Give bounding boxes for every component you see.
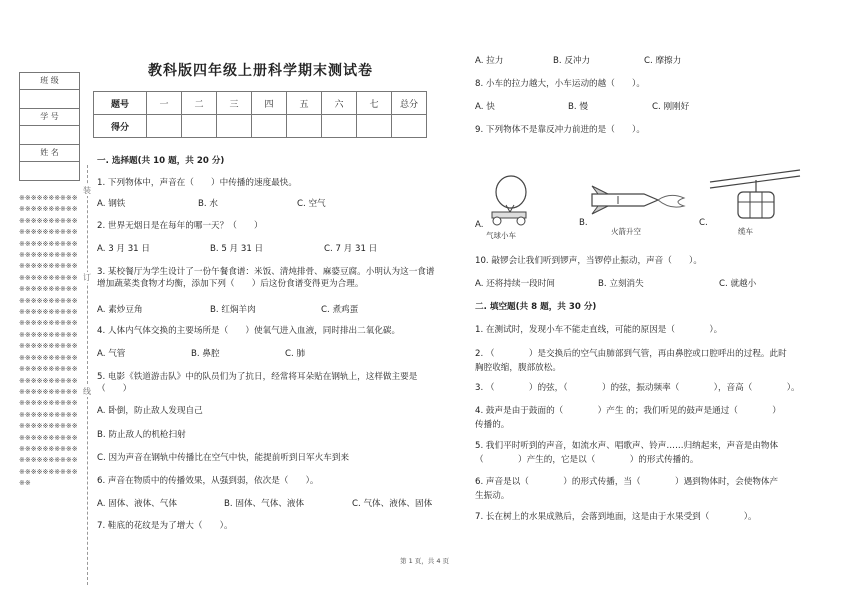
q3-option-b[interactable]: B. 红焖羊肉 xyxy=(210,305,256,315)
q8-option-a[interactable]: A. 快 xyxy=(475,102,495,112)
q9-option-b[interactable]: B. xyxy=(579,218,588,228)
q1-option-c[interactable]: C. 空气 xyxy=(297,199,326,209)
q5-option-a[interactable]: A. 卧倒，防止敌人发现自己 xyxy=(97,406,203,416)
q10-option-c[interactable]: C. 就越小 xyxy=(719,279,757,289)
score-cell: 四 xyxy=(252,92,287,115)
score-entry[interactable] xyxy=(252,115,287,138)
q9-caption-a: 气球小车 xyxy=(486,231,516,240)
score-entry[interactable] xyxy=(182,115,217,138)
q6-option-a[interactable]: A. 固体、液体、气体 xyxy=(97,499,177,509)
q7-option-c[interactable]: C. 摩擦力 xyxy=(644,56,682,66)
q10-option-b[interactable]: B. 立刻消失 xyxy=(598,279,644,289)
name-field[interactable] xyxy=(20,162,79,180)
rocket-illustration xyxy=(588,180,688,220)
q9-option-a[interactable]: A. xyxy=(475,220,484,230)
fill-question-5-line1: 5. 我们平时听到的声音，如流水声、唱歌声、铃声……归纳起来，声音是由物体 xyxy=(475,441,779,451)
score-entry[interactable] xyxy=(392,115,427,138)
score-cell: 总分 xyxy=(392,92,427,115)
q9-caption-c: 缆车 xyxy=(738,227,753,236)
score-cell: 七 xyxy=(357,92,392,115)
page-title: 教科版四年级上册科学期末测试卷 xyxy=(148,63,373,79)
question-2: 2. 世界无烟日是在每年的哪一天？（ ） xyxy=(97,221,263,231)
score-cell: 得分 xyxy=(94,115,147,138)
score-entry[interactable] xyxy=(147,115,182,138)
q10-option-a[interactable]: A. 还将持续一段时间 xyxy=(475,279,555,289)
student-info-box xyxy=(19,72,80,181)
score-cell: 三 xyxy=(217,92,252,115)
q8-option-b[interactable]: B. 慢 xyxy=(568,102,588,112)
q4-option-c[interactable]: C. 肺 xyxy=(285,349,306,359)
class-label: 班 级 xyxy=(20,73,79,90)
q7-option-b[interactable]: B. 反冲力 xyxy=(553,56,591,66)
q2-option-a[interactable]: A. 3 月 31 日 xyxy=(97,244,150,254)
question-5: 5. 电影《铁道游击队》中的队员们为了抗日，经常将耳朵贴在钢轨上，这样做主要是（ ） xyxy=(97,372,418,394)
score-entry[interactable] xyxy=(287,115,322,138)
fill-question-5-line2: （ ）产生的，它是以（ ）的形式传播的。 xyxy=(475,455,699,465)
score-entry[interactable] xyxy=(357,115,392,138)
fill-question-6-line2: 生振动。 xyxy=(475,491,510,501)
question-3: 3. 某校餐厅为学生设计了一份午餐食谱：米饭、清炖排骨、麻婆豆腐。小明认为这一食谱增加蔬菜类食物才均衡，添加下列（ ）后这份食谱变得更为合理。 xyxy=(97,267,435,289)
q6-option-b[interactable]: B. 固体、气体、液体 xyxy=(224,499,305,509)
section1-header: 一. 选择题(共 10 题，共 20 分) xyxy=(97,156,225,166)
score-cell: 六 xyxy=(322,92,357,115)
score-table xyxy=(93,91,427,138)
q6-option-c[interactable]: C. 气体、液体、固体 xyxy=(352,499,433,509)
score-cell: 五 xyxy=(287,92,322,115)
fill-question-1: 1. 在测试时，发现小车不能走直线，可能的原因是（ ）。 xyxy=(475,325,723,335)
q8-option-c[interactable]: C. 刚刚好 xyxy=(652,102,690,112)
question-1: 1. 下列物体中，声音在（ ）中传播的速度最快。 xyxy=(97,178,297,188)
question-9: 9. 下列物体不是靠反冲力前进的是（ ）。 xyxy=(475,125,645,135)
q1-option-a[interactable]: A. 钢铁 xyxy=(97,199,126,209)
score-table-score-row xyxy=(94,115,427,138)
question-7: 7. 鞋底的花纹是为了增大（ ）。 xyxy=(97,521,233,531)
q5-option-c[interactable]: C. 因为声音在钢轨中传播比在空气中快，能提前听到日军火车到来 xyxy=(97,453,350,463)
score-cell: 一 xyxy=(147,92,182,115)
hatch-pattern: ※※※※※※※※※※※※※※※※※※※※※※※※※※※※※※※※※※※※※※※※※※※※※※※※※※※※※※※※※※※※※※※※※※※※※※※※※※※※※※※※※※※※※※※※※※※※※※※※※※※※※※※※※※※※※※※※※※※※※※※※※※※※※※※※※※※※※※※※※※※※※※※※※※※※※※※※※※※※※※※※※※※※※※※※※※※※※※※※※※※※※※※※※※※※※※※※※※※※※※※※※※※※※※※※※※※※※※※※※※※※※※※※※※※※※※※※※※※※※※※※※※※※※※※※※※※※ xyxy=(19,194,78,488)
q3-option-c[interactable]: C. 煮鸡蛋 xyxy=(321,305,359,315)
score-entry[interactable] xyxy=(322,115,357,138)
balloon-car-illustration xyxy=(484,172,534,227)
cut-label-zhuang: 装 xyxy=(83,186,91,195)
question-4: 4. 人体内气体交换的主要场所是（ ）使氧气进入血液，同时排出二氧化碳。 xyxy=(97,326,401,336)
q9-option-c[interactable]: C. xyxy=(699,218,708,228)
fill-question-4-line2: 传播的。 xyxy=(475,420,510,430)
q2-option-c[interactable]: C. 7 月 31 日 xyxy=(324,244,378,254)
score-cell: 题号 xyxy=(94,92,147,115)
q5-option-b[interactable]: B. 防止敌人的机枪扫射 xyxy=(97,430,186,440)
q4-option-a[interactable]: A. 气管 xyxy=(97,349,126,359)
fill-question-3: 3. （ ）的弦，（ ）的弦，振动频率（ ），音高（ ）。 xyxy=(475,383,800,393)
student-number-field[interactable] xyxy=(20,126,79,145)
score-table-header-row xyxy=(94,92,427,115)
q1-option-b[interactable]: B. 水 xyxy=(198,199,218,209)
class-field[interactable] xyxy=(20,90,79,109)
cut-label-ding: 订 xyxy=(83,273,91,282)
q2-option-b[interactable]: B. 5 月 31 日 xyxy=(210,244,264,254)
section2-header: 二. 填空题(共 8 题，共 30 分) xyxy=(475,302,597,312)
page-footer: 第 1 页，共 4 页 xyxy=(400,557,450,565)
score-cell: 二 xyxy=(182,92,217,115)
q4-option-b[interactable]: B. 鼻腔 xyxy=(191,349,220,359)
q3-option-a[interactable]: A. 素炒豆角 xyxy=(97,305,143,315)
name-label: 姓 名 xyxy=(20,145,79,162)
student-number-label: 学 号 xyxy=(20,109,79,126)
fill-question-6-line1: 6. 声音是以（ ）的形式传播，当（ ）遇到物体时，会使物体产 xyxy=(475,477,779,487)
cable-car-illustration xyxy=(708,168,803,224)
cut-label-xian: 线 xyxy=(83,387,91,396)
question-6: 6. 声音在物质中的传播效果，从强到弱，依次是（ ）。 xyxy=(97,476,319,486)
fill-question-2-line2: 胸腔收缩，腹部放松。 xyxy=(475,363,561,373)
q9-caption-b: 火箭升空 xyxy=(611,227,641,236)
q7-option-a[interactable]: A. 拉力 xyxy=(475,56,504,66)
fill-question-7: 7. 长在树上的水果成熟后，会落到地面，这是由于水果受到（ ）。 xyxy=(475,512,757,522)
fill-question-2-line1: 2. （ ）是交换后的空气由肺部到气管，再由鼻腔或口腔呼出的过程。此时 xyxy=(475,349,787,359)
binding-cut-line xyxy=(87,165,88,585)
fill-question-4-line1: 4. 鼓声是由于鼓面的（ ）产生 的；我们听见的鼓声是通过（ ） xyxy=(475,406,781,416)
question-10: 10. 敲锣会让我们听到锣声，当锣停止振动，声音（ ）。 xyxy=(475,256,702,266)
question-8: 8. 小车的拉力越大，小车运动的越（ ）。 xyxy=(475,79,645,89)
score-entry[interactable] xyxy=(217,115,252,138)
